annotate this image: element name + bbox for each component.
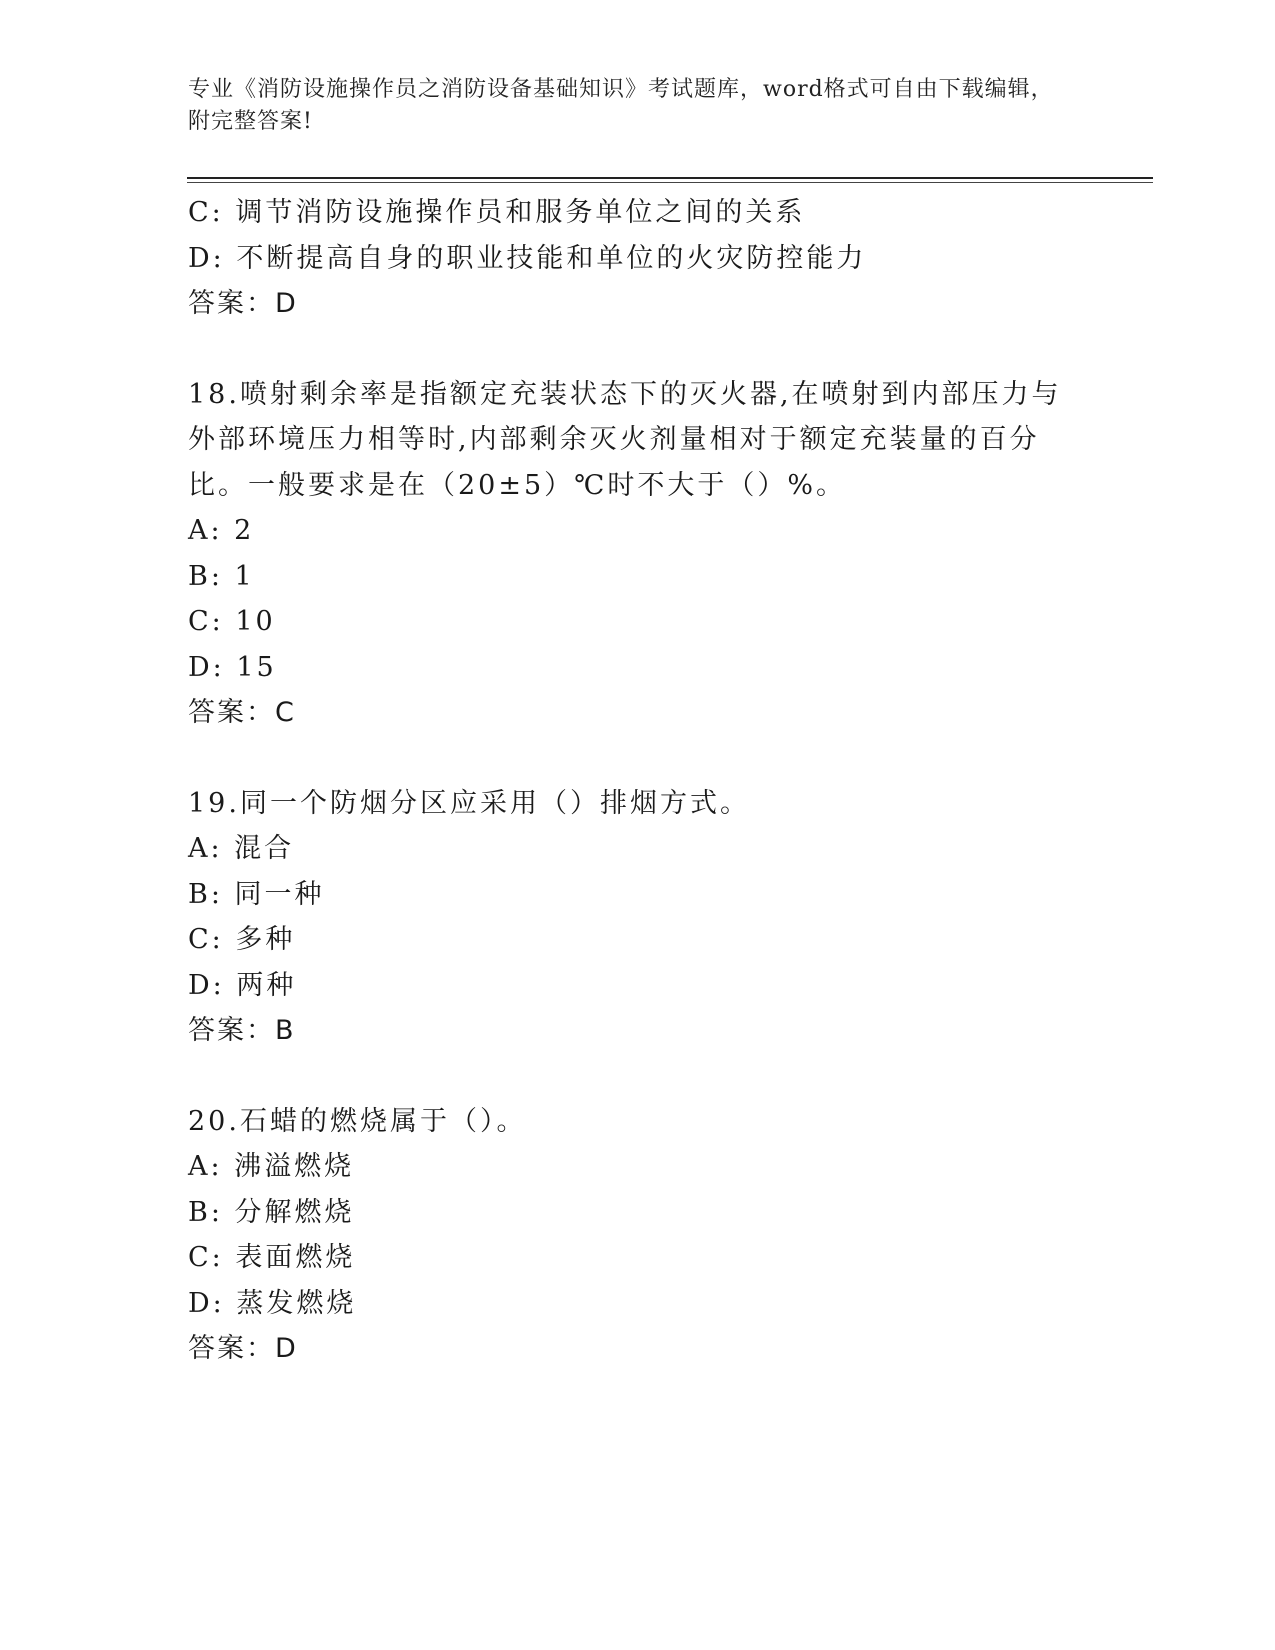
answer-line: 答案：B [188,1015,296,1046]
option-d: D: 不断提高自身的职业技能和单位的火灾防控能力 [188,242,867,274]
option-a: A: 2 [188,515,255,546]
header-rule-thick [187,177,1153,179]
option-a: A: 沸溢燃烧 [188,1151,355,1182]
question-stem: 18.喷射剩余率是指额定充装状态下的灭火器,在喷射到内部压力与外部环境压力相等时,内部剩余灭火剂量相对于额定充装量的百分比。一般要求是在（20±5）℃时不大于（）%。 [188,378,1062,501]
question-stem: 19.同一个防烟分区应采用（）排烟方式。 [188,787,750,819]
option-c: C: 表面燃烧 [188,1242,356,1273]
question-18 [188,372,1088,736]
option-c: C: 调节消防设施操作员和服务单位之间的关系 [188,197,806,228]
question-list [188,190,1088,1372]
option-c: C: 10 [188,606,276,637]
question-stem: 20.石蜡的燃烧属于（）。 [188,1105,527,1137]
option-d: D: 两种 [188,969,297,1001]
spacer [188,736,1088,781]
document-header: 专业《消防设施操作员之消防设备基础知识》考试题库，word格式可自由下载编辑，附完整答案! [188,77,1054,134]
answer-line: 答案：D [188,288,298,319]
question-20 [188,1099,1088,1372]
option-a: A: 混合 [188,833,295,864]
question-19 [188,781,1088,1054]
option-b: B: 同一种 [188,878,325,910]
spacer [188,1054,1088,1099]
spacer [188,327,1088,372]
question-17-continuation [188,190,1088,327]
answer-line: 答案：C [188,697,296,728]
option-c: C: 多种 [188,924,296,955]
option-d: D: 蒸发燃烧 [188,1287,357,1319]
option-d: D: 15 [188,651,277,683]
answer-line: 答案：D [188,1333,298,1364]
option-b: B: 1 [188,560,255,592]
header-rule-thin [187,182,1153,183]
option-b: B: 分解燃烧 [188,1196,355,1228]
